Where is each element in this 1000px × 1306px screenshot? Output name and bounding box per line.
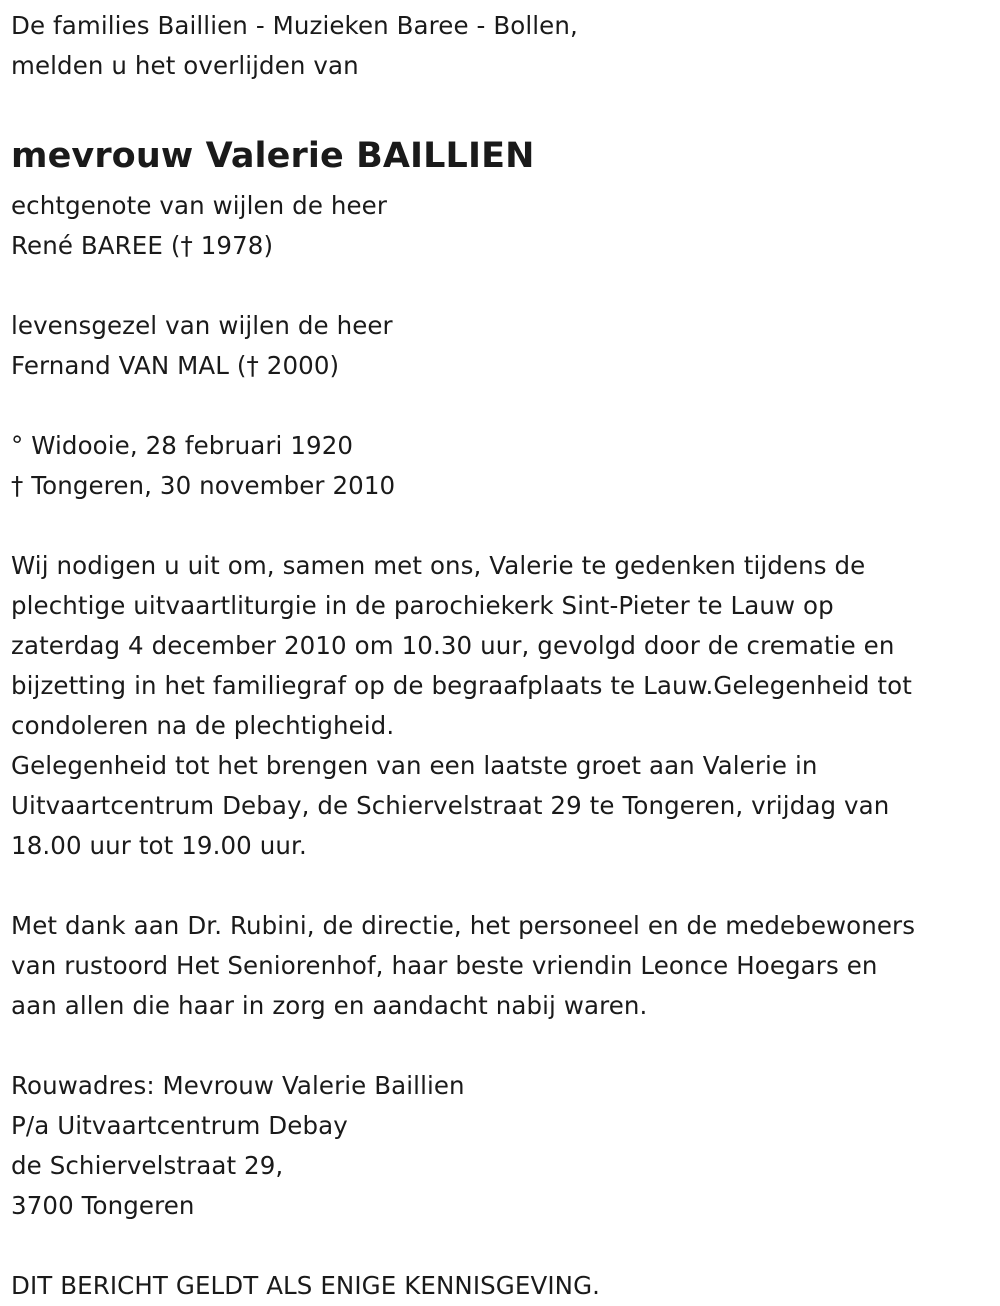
invitation-line: bijzetting in het familiegraf op de begraafplaats te Lauw.Gelegenheid tot bbox=[11, 671, 912, 700]
invitation-line: condoleren na de plechtigheid. bbox=[11, 711, 395, 740]
death-date: † Tongeren, 30 november 2010 bbox=[11, 471, 396, 500]
spacer bbox=[11, 506, 996, 546]
thanks-line: van rustoord Het Seniorenhof, haar beste vriendin Leonce Hoegars en bbox=[11, 951, 878, 980]
spacer bbox=[11, 1226, 996, 1266]
invitation-line: Wij nodigen u uit om, samen met ons, Valerie te gedenken tijdens de bbox=[11, 551, 866, 580]
invitation-line: 18.00 uur tot 19.00 uur. bbox=[11, 831, 307, 860]
thanks-paragraph bbox=[11, 906, 996, 1026]
address-line: 3700 Tongeren bbox=[11, 1191, 195, 1220]
invitation-line: plechtige uitvaartliturgie in de parochiekerk Sint-Pieter te Lauw op bbox=[11, 591, 834, 620]
closing-notice: DIT BERICHT GELDT ALS ENIGE KENNISGEVING. bbox=[11, 1271, 601, 1300]
deceased-name: mevrouw Valerie BAILLIEN bbox=[11, 136, 535, 176]
mourning-address bbox=[11, 1066, 996, 1226]
thanks-line: Met dank aan Dr. Rubini, de directie, het personeel en de medebewoners bbox=[11, 911, 916, 940]
invitation-line: Uitvaartcentrum Debay, de Schiervelstraat 29 te Tongeren, vrijdag van bbox=[11, 791, 890, 820]
spacer bbox=[11, 386, 996, 426]
intro-line-1: De families Baillien - Muzieken Baree - Bollen, bbox=[11, 11, 578, 40]
spouse-line-1: echtgenote van wijlen de heer bbox=[11, 191, 388, 220]
address-line: Rouwadres: Mevrouw Valerie Baillien bbox=[11, 1071, 465, 1100]
thanks-line: aan allen die haar in zorg en aandacht nabij waren. bbox=[11, 991, 648, 1020]
spouse-line-2: René BAREE († 1978) bbox=[11, 231, 274, 260]
death-notice bbox=[11, 6, 996, 1306]
partner-line-2: Fernand VAN MAL († 2000) bbox=[11, 351, 340, 380]
spacer bbox=[11, 266, 996, 306]
invitation-line: zaterdag 4 december 2010 om 10.30 uur, gevolgd door de crematie en bbox=[11, 631, 895, 660]
address-line: de Schiervelstraat 29, bbox=[11, 1151, 284, 1180]
spacer bbox=[11, 1026, 996, 1066]
partner-line-1: levensgezel van wijlen de heer bbox=[11, 311, 393, 340]
invitation-paragraph bbox=[11, 546, 996, 866]
invitation-line: Gelegenheid tot het brengen van een laatste groet aan Valerie in bbox=[11, 751, 818, 780]
intro-line-2: melden u het overlijden van bbox=[11, 51, 359, 80]
spacer bbox=[11, 866, 996, 906]
birth-date: ° Widooie, 28 februari 1920 bbox=[11, 431, 354, 460]
address-line: P/a Uitvaartcentrum Debay bbox=[11, 1111, 348, 1140]
